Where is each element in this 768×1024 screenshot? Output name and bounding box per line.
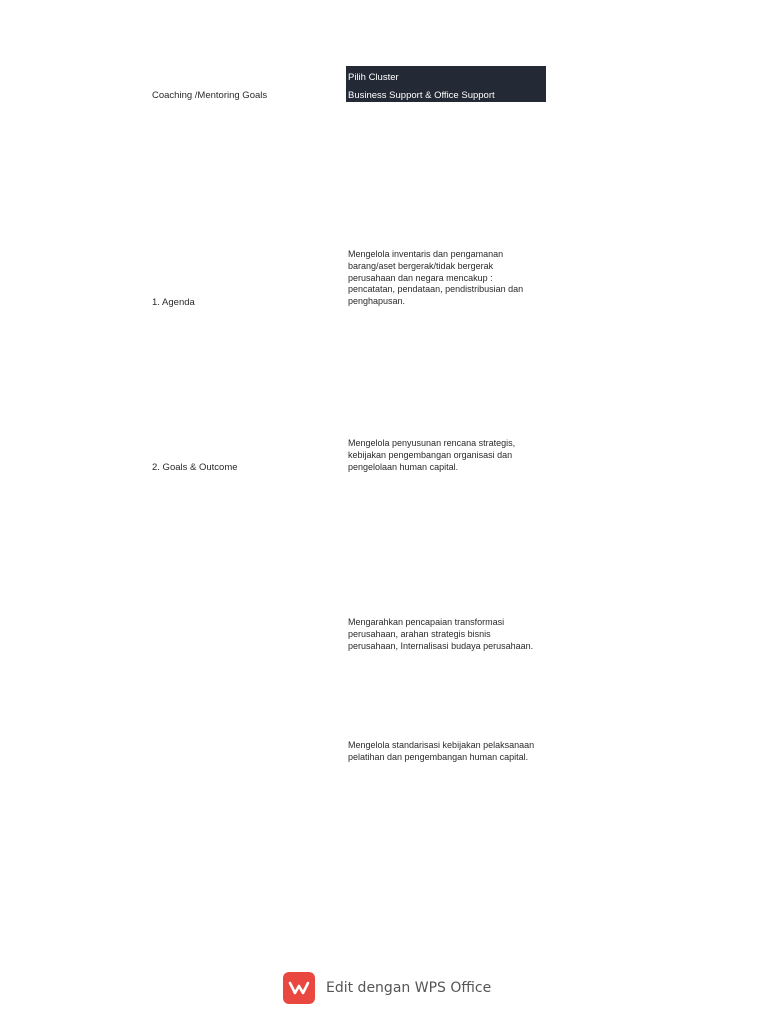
cluster-value: Business Support & Office Support [348, 90, 495, 101]
cluster-heading: Pilih Cluster [348, 72, 399, 83]
wps-logo-icon [283, 972, 315, 1004]
agenda-label: 1. Agenda [152, 297, 195, 308]
wps-edit-label[interactable]: Edit dengan WPS Office [326, 980, 492, 996]
description-inventory: Mengelola inventaris dan pengamanan barang/aset bergerak/tidak bergerak perusahaan dan negara mencakup : pencatatan, pendataan, pendistribusian dan penghapusan. [348, 249, 524, 307]
description-strategy: Mengelola penyusunan rencana strategis, kebijakan pengembangan organisasi dan pengelolaan human capital. [348, 438, 516, 472]
description-transformation: Mengarahkan pencapaian transformasi perusahaan, arahan strategis bisnis perusahaan, Internalisasi budaya perusahaan. [348, 617, 534, 651]
wps-edit-banner[interactable] [283, 972, 491, 1004]
description-training: Mengelola standarisasi kebijakan pelaksanaan pelatihan dan pengembangan human capital. [348, 740, 535, 762]
goals-outcome-label: 2. Goals & Outcome [152, 462, 238, 473]
cluster-select[interactable] [346, 66, 546, 102]
coaching-goals-label: Coaching /Mentoring Goals [152, 90, 268, 101]
